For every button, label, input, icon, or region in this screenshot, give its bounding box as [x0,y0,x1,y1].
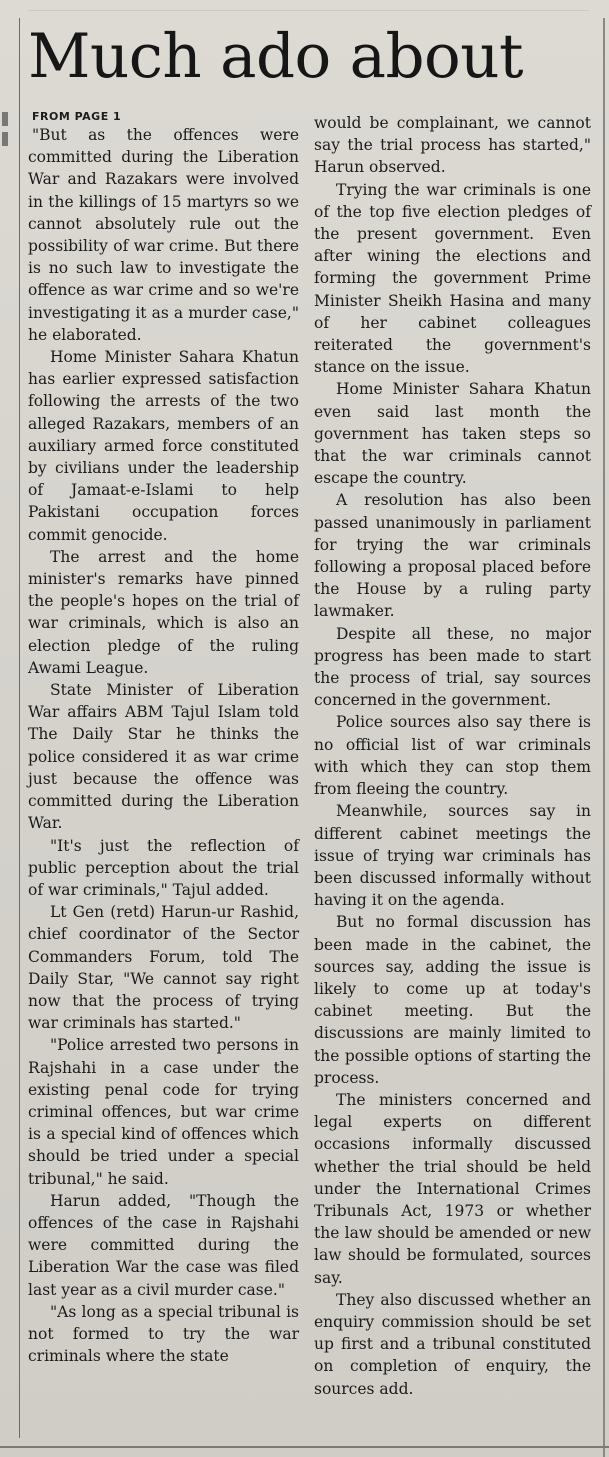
paragraph: Meanwhile, sources say in different cabinet meetings the issue of trying war criminals has been discussed informally without having it on the agenda. [314,802,591,910]
continuation-kicker: FROM PAGE 1 [32,110,122,123]
paragraph: Harun added, "Though the offences of the case in Rajshahi were committed during the Liberation War the case was filed last year as a civil murder case." [28,1191,299,1299]
adjacent-column-fragment [2,112,8,126]
paragraph: Trying the war criminals is one of the top five election pledges of the present government. Even after wining the elections and forming the government Prime Minister Sheikh Hasina and many of her cabinet colleagues reiterated the government's stance on the issue. [314,180,591,377]
article-column-2 [314,112,591,1400]
paragraph: But no formal discussion has been made in the cabinet, the sources say, adding the issue is likely to come up at today's cabinet meeting. But the discussions are mainly limited to the possible options of starting the process. [314,913,591,1087]
bottom-rule [0,1446,609,1448]
left-column-rule [19,18,20,1438]
paragraph: Home Minister Sahara Khatun even said last month the government has taken steps so that the war criminals cannot escape the country. [314,380,591,488]
previous-article-bleed [28,0,589,11]
paragraph: Home Minister Sahara Khatun has earlier expressed satisfaction following the arrests of the two alleged Razakars, members of an auxiliary armed force constituted by civilians under the leadership of Jamaat-e-Islami to help Pakistani occupation forces commit genocide. [28,348,299,544]
adjacent-column-fragment [2,132,8,146]
paragraph: "But as the offences were committed during the Liberation War and Razakars were involved in the killings of 15 martyrs so we cannot absolutely rule out the possibility of war crime. But there is no such law to investigate the offence as war crime and so we're investigating it as a murder case," he elaborated. [28,126,299,344]
paragraph: A resolution has also been passed unanimously in parliament for trying the war criminals following a proposal placed before the House by a ruling party lawmaker. [314,491,591,621]
paragraph: They also discussed whether an enquiry commission should be set up first and a tribunal constituted on completion of enquiry, the sources add. [314,1290,591,1398]
right-column-rule [603,18,605,1457]
paragraph: "As long as a special tribunal is not formed to try the war criminals where the state [28,1302,299,1366]
paragraph: Police sources also say there is no official list of war criminals with which they can stop them from fleeing the country. [314,713,591,799]
paragraph: State Minister of Liberation War affairs ABM Tajul Islam told The Daily Star he thinks the police considered it as war crime just because the offence was committed during the Liberation War. [28,681,299,833]
paragraph: Lt Gen (retd) Harun-ur Rashid, chief coordinator of the Sector Commanders Forum, told The Daily Star, "We cannot say right now that the process of trying war criminals has started." [28,903,299,1033]
headline: Much ado about [28,21,524,92]
paragraph: The arrest and the home minister's remarks have pinned the people's hopes on the trial of war criminals, which is also an election pledge of the ruling Awami League. [28,547,299,677]
article-column-1 [28,110,299,1367]
paragraph: The ministers concerned and legal experts on different occasions informally discussed whether the trial should be held under the International Crimes Tribunals Act, 1973 or whether the law should be amended or new law should be formulated, sources say. [314,1090,591,1287]
paragraph: Despite all these, no major progress has been made to start the process of trial, say sources concerned in the government. [314,624,591,710]
paragraph: would be complainant, we cannot say the trial process has started," Harun observed. [314,114,591,177]
paragraph: "Police arrested two persons in Rajshahi in a case under the existing penal code for trying criminal offences, but war crime is a special kind of offences which should be tried under a special tribunal," he said. [28,1036,299,1188]
paragraph: "It's just the reflection of public perception about the trial of war criminals," Tajul added. [28,836,299,899]
